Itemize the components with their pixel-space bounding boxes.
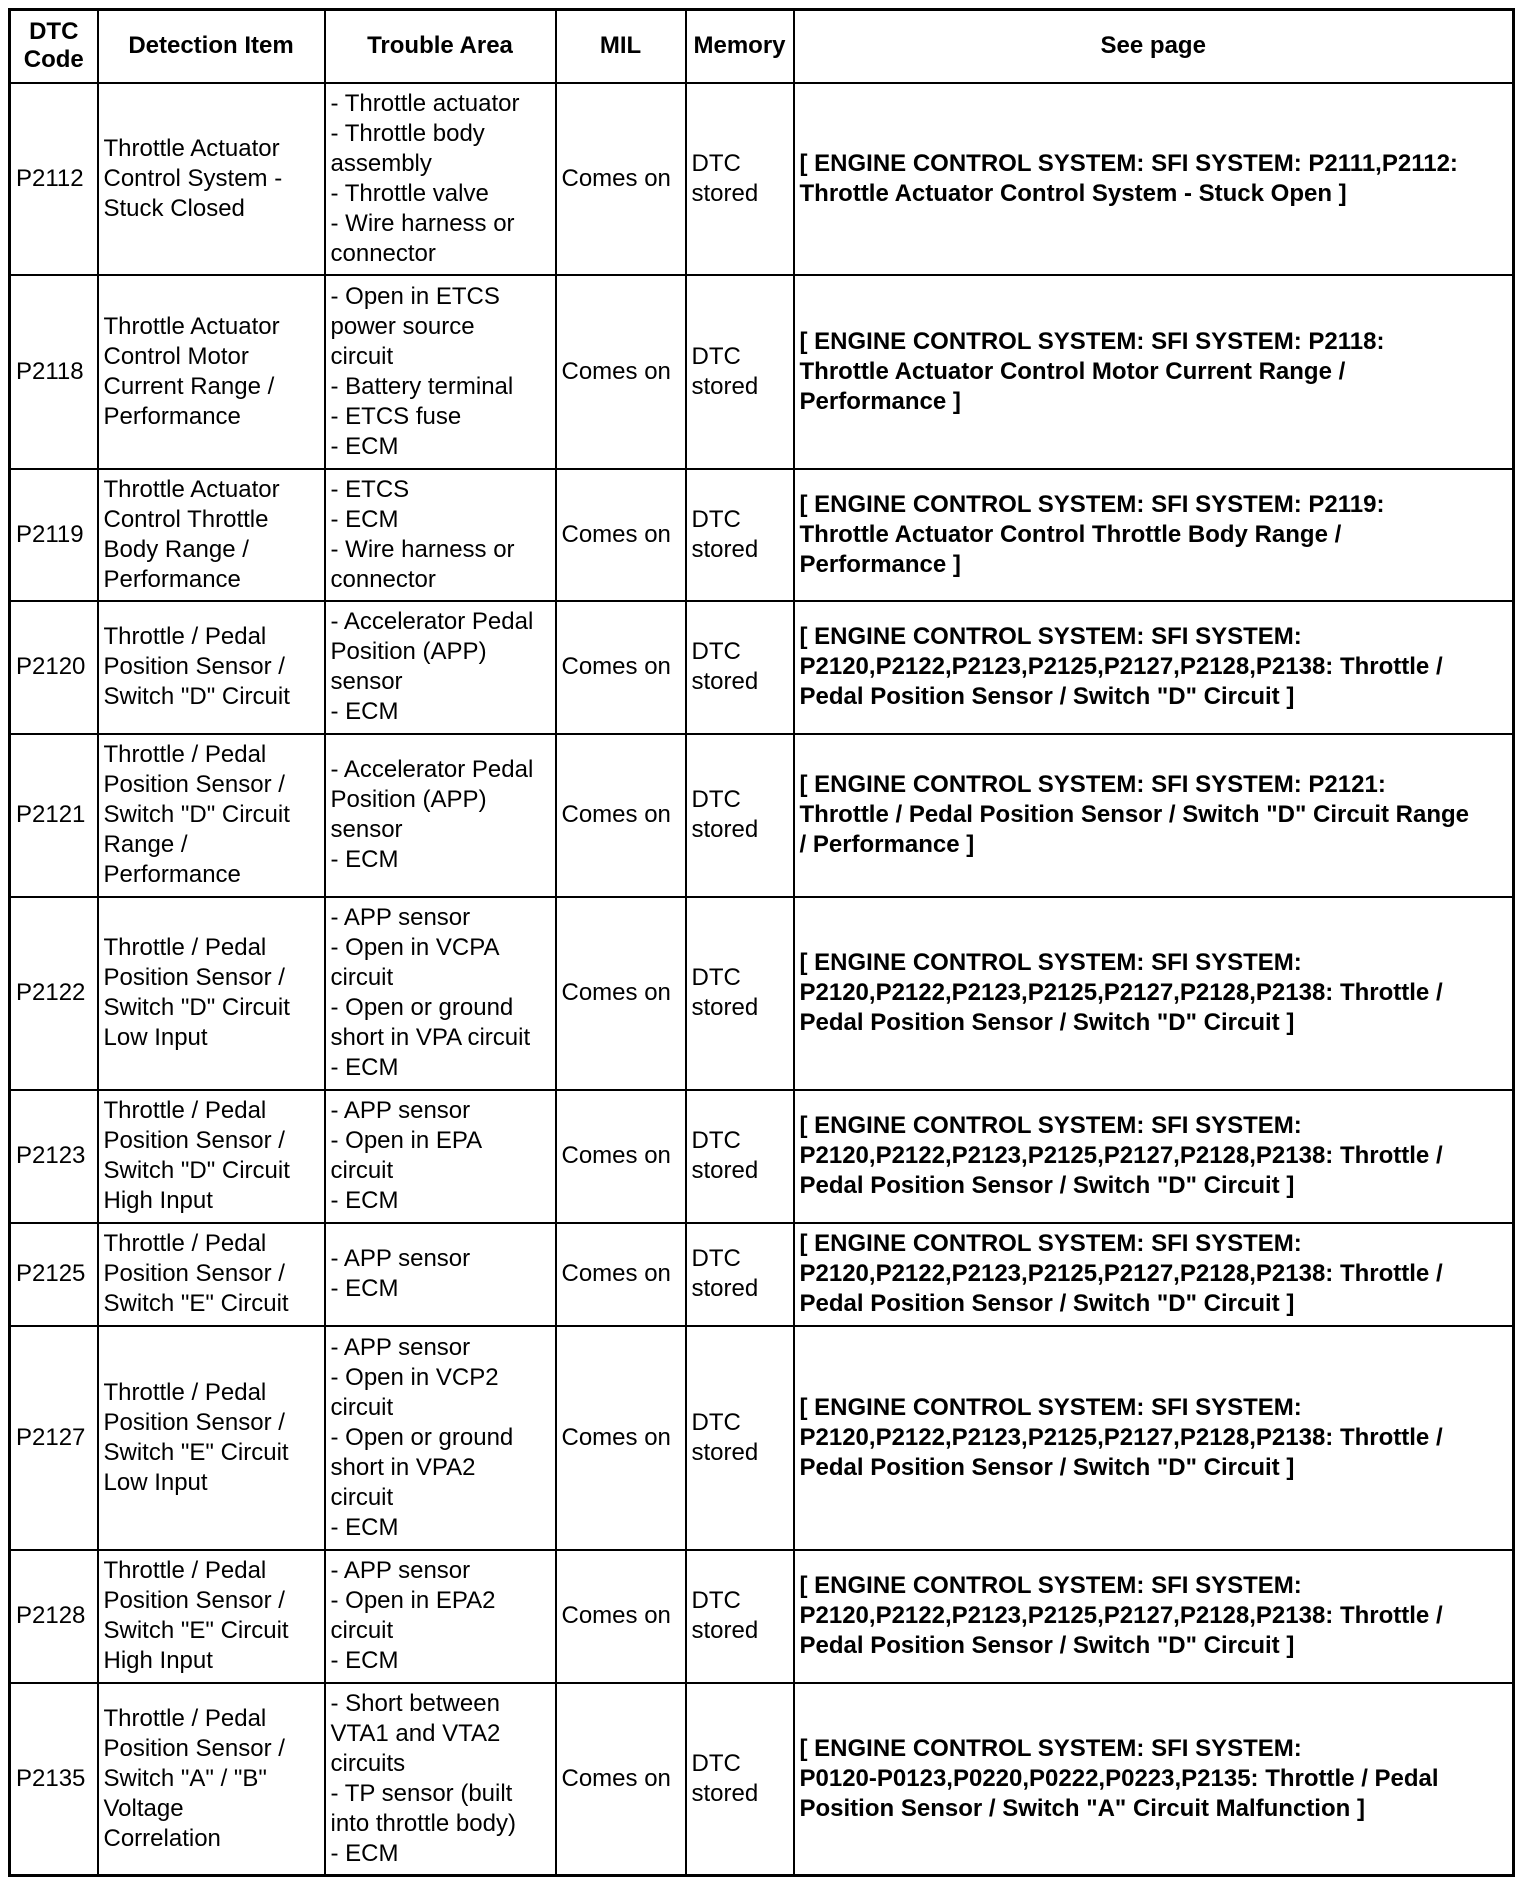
mil-cell: Comes on xyxy=(556,1223,686,1326)
see-page-cell[interactable]: [ ENGINE CONTROL SYSTEM: SFI SYSTEM: P2120,P2122,P2123,P2125,P2127,P2128,P2138: Throttle / Pedal Position Sensor / Switch "D" Circuit ] xyxy=(794,897,1514,1090)
see-page-cell[interactable]: [ ENGINE CONTROL SYSTEM: SFI SYSTEM: P2120,P2122,P2123,P2125,P2127,P2128,P2138: Throttle / Pedal Position Sensor / Switch "D" Circuit ] xyxy=(794,601,1514,734)
trouble-area-cell: - APP sensor - Open in VCPA circuit - Open or ground short in VPA circuit - ECM xyxy=(325,897,556,1090)
mil-cell: Comes on xyxy=(556,1090,686,1223)
dtc-code-cell: P2120 xyxy=(10,601,98,734)
table-row xyxy=(10,1683,1514,1876)
mil-cell: Comes on xyxy=(556,734,686,897)
memory-cell: DTC stored xyxy=(686,1550,794,1683)
detection-item-cell: Throttle / Pedal Position Sensor / Switch "E" Circuit High Input xyxy=(98,1550,325,1683)
see-page-cell[interactable]: [ ENGINE CONTROL SYSTEM: SFI SYSTEM: P2111,P2112: Throttle Actuator Control System - Stuck Open ] xyxy=(794,83,1514,275)
detection-item-cell: Throttle / Pedal Position Sensor / Switch "D" Circuit xyxy=(98,601,325,734)
dtc-code-cell: P2123 xyxy=(10,1090,98,1223)
table-row xyxy=(10,275,1514,469)
header-dtc-code: DTC Code xyxy=(10,10,98,83)
memory-cell: DTC stored xyxy=(686,734,794,897)
mil-cell: Comes on xyxy=(556,83,686,275)
trouble-area-cell: - APP sensor - ECM xyxy=(325,1223,556,1326)
see-page-cell[interactable]: [ ENGINE CONTROL SYSTEM: SFI SYSTEM: P2118: Throttle Actuator Control Motor Current Range / Performance ] xyxy=(794,275,1514,469)
dtc-code-cell: P2121 xyxy=(10,734,98,897)
table-row xyxy=(10,734,1514,897)
mil-cell: Comes on xyxy=(556,897,686,1090)
table-row xyxy=(10,469,1514,601)
detection-item-cell: Throttle / Pedal Position Sensor / Switch "D" Circuit Range / Performance xyxy=(98,734,325,897)
see-page-cell[interactable]: [ ENGINE CONTROL SYSTEM: SFI SYSTEM: P2121: Throttle / Pedal Position Sensor / Switch "D" Circuit Range / Performance ] xyxy=(794,734,1514,897)
mil-cell: Comes on xyxy=(556,1550,686,1683)
header-memory: Memory xyxy=(686,10,794,83)
memory-cell: DTC stored xyxy=(686,1223,794,1326)
header-mil: MIL xyxy=(556,10,686,83)
dtc-code-cell: P2135 xyxy=(10,1683,98,1876)
trouble-area-cell: - APP sensor - Open in VCP2 circuit - Open or ground short in VPA2 circuit - ECM xyxy=(325,1326,556,1550)
table-row xyxy=(10,83,1514,275)
memory-cell: DTC stored xyxy=(686,275,794,469)
mil-cell: Comes on xyxy=(556,1326,686,1550)
header-detection-item: Detection Item xyxy=(98,10,325,83)
detection-item-cell: Throttle / Pedal Position Sensor / Switch "A" / "B" Voltage Correlation xyxy=(98,1683,325,1876)
trouble-area-cell: - Throttle actuator - Throttle body assembly - Throttle valve - Wire harness or connector xyxy=(325,83,556,275)
dtc-code-cell: P2128 xyxy=(10,1550,98,1683)
memory-cell: DTC stored xyxy=(686,897,794,1090)
table-row xyxy=(10,1550,1514,1683)
see-page-cell[interactable]: [ ENGINE CONTROL SYSTEM: SFI SYSTEM: P2120,P2122,P2123,P2125,P2127,P2128,P2138: Throttle / Pedal Position Sensor / Switch "D" Circuit ] xyxy=(794,1550,1514,1683)
memory-cell: DTC stored xyxy=(686,83,794,275)
trouble-area-cell: - APP sensor - Open in EPA2 circuit - ECM xyxy=(325,1550,556,1683)
header-trouble-area: Trouble Area xyxy=(325,10,556,83)
trouble-area-cell: - Accelerator Pedal Position (APP) sensor - ECM xyxy=(325,601,556,734)
dtc-code-cell: P2118 xyxy=(10,275,98,469)
see-page-cell[interactable]: [ ENGINE CONTROL SYSTEM: SFI SYSTEM: P2119: Throttle Actuator Control Throttle Body Range / Performance ] xyxy=(794,469,1514,601)
memory-cell: DTC stored xyxy=(686,1683,794,1876)
trouble-area-cell: - Accelerator Pedal Position (APP) sensor - ECM xyxy=(325,734,556,897)
table-row xyxy=(10,897,1514,1090)
table-row xyxy=(10,601,1514,734)
memory-cell: DTC stored xyxy=(686,1326,794,1550)
table-row xyxy=(10,1326,1514,1550)
see-page-cell[interactable]: [ ENGINE CONTROL SYSTEM: SFI SYSTEM: P2120,P2122,P2123,P2125,P2127,P2128,P2138: Throttle / Pedal Position Sensor / Switch "D" Circuit ] xyxy=(794,1090,1514,1223)
see-page-cell[interactable]: [ ENGINE CONTROL SYSTEM: SFI SYSTEM: P0120-P0123,P0220,P0222,P0223,P2135: Throttle / Pedal Position Sensor / Switch "A" Circuit Malfunction ] xyxy=(794,1683,1514,1876)
header-row xyxy=(10,10,1514,83)
table-row xyxy=(10,1090,1514,1223)
mil-cell: Comes on xyxy=(556,601,686,734)
detection-item-cell: Throttle / Pedal Position Sensor / Switch "D" Circuit High Input xyxy=(98,1090,325,1223)
memory-cell: DTC stored xyxy=(686,469,794,601)
detection-item-cell: Throttle / Pedal Position Sensor / Switch "D" Circuit Low Input xyxy=(98,897,325,1090)
mil-cell: Comes on xyxy=(556,275,686,469)
dtc-code-cell: P2119 xyxy=(10,469,98,601)
detection-item-cell: Throttle Actuator Control Throttle Body Range / Performance xyxy=(98,469,325,601)
detection-item-cell: Throttle / Pedal Position Sensor / Switch "E" Circuit xyxy=(98,1223,325,1326)
dtc-code-cell: P2125 xyxy=(10,1223,98,1326)
trouble-area-cell: - ETCS - ECM - Wire harness or connector xyxy=(325,469,556,601)
dtc-code-cell: P2122 xyxy=(10,897,98,1090)
dtc-table xyxy=(8,8,1515,1877)
mil-cell: Comes on xyxy=(556,1683,686,1876)
header-see-page: See page xyxy=(794,10,1514,83)
trouble-area-cell: - Open in ETCS power source circuit - Battery terminal - ETCS fuse - ECM xyxy=(325,275,556,469)
dtc-code-cell: P2127 xyxy=(10,1326,98,1550)
see-page-cell[interactable]: [ ENGINE CONTROL SYSTEM: SFI SYSTEM: P2120,P2122,P2123,P2125,P2127,P2128,P2138: Throttle / Pedal Position Sensor / Switch "D" Circuit ] xyxy=(794,1326,1514,1550)
table-row xyxy=(10,1223,1514,1326)
detection-item-cell: Throttle Actuator Control System - Stuck Closed xyxy=(98,83,325,275)
mil-cell: Comes on xyxy=(556,469,686,601)
detection-item-cell: Throttle Actuator Control Motor Current Range / Performance xyxy=(98,275,325,469)
trouble-area-cell: - APP sensor - Open in EPA circuit - ECM xyxy=(325,1090,556,1223)
trouble-area-cell: - Short between VTA1 and VTA2 circuits - TP sensor (built into throttle body) - ECM xyxy=(325,1683,556,1876)
memory-cell: DTC stored xyxy=(686,1090,794,1223)
see-page-cell[interactable]: [ ENGINE CONTROL SYSTEM: SFI SYSTEM: P2120,P2122,P2123,P2125,P2127,P2128,P2138: Throttle / Pedal Position Sensor / Switch "D" Circuit ] xyxy=(794,1223,1514,1326)
detection-item-cell: Throttle / Pedal Position Sensor / Switch "E" Circuit Low Input xyxy=(98,1326,325,1550)
dtc-code-cell: P2112 xyxy=(10,83,98,275)
memory-cell: DTC stored xyxy=(686,601,794,734)
